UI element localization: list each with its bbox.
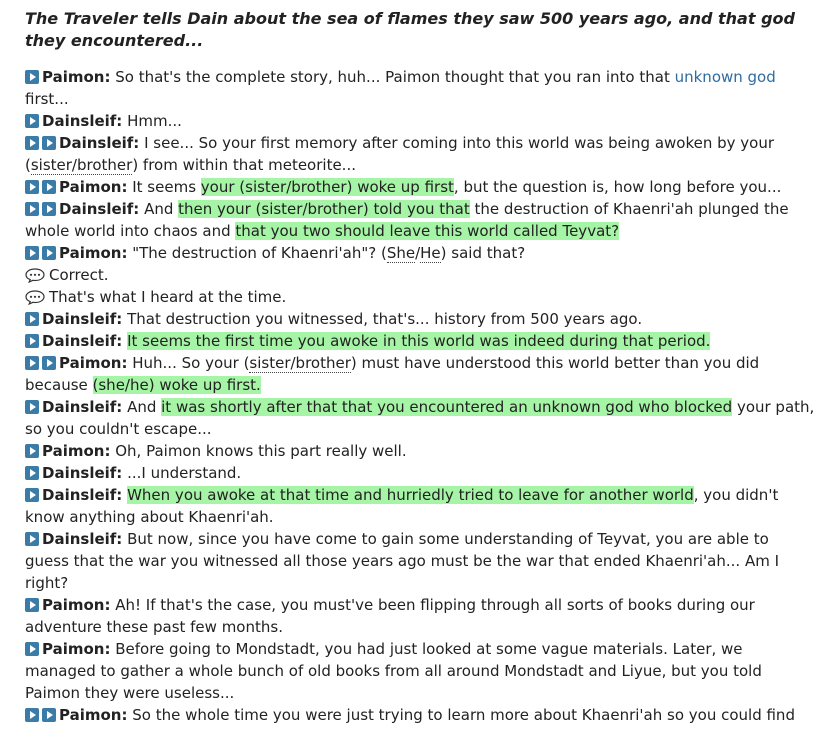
play-audio-icon[interactable] (25, 114, 39, 128)
play-audio-icon[interactable] (42, 356, 56, 370)
speaker-name: Paimon: (59, 244, 128, 262)
speaker-name: Dainsleif: (42, 486, 123, 504)
speaker-name: Paimon: (42, 442, 111, 460)
dialogue-line: Dainsleif: When you awoke at that time and hurriedly tried to leave for another world, you didn't know anything about Khaenri'ah. (25, 486, 779, 526)
dialogue-choice[interactable] (25, 264, 815, 286)
dialogue-line: Dainsleif: I see... So your first memory after coming into this world was being awoken by your (sister/brother) from within that meteorite... (25, 134, 775, 174)
play-audio-icon[interactable] (25, 202, 39, 216)
speaker-name: Dainsleif: (42, 112, 123, 130)
play-audio-icon[interactable] (25, 400, 39, 414)
play-audio-icon[interactable] (25, 488, 39, 502)
gender-variant: He (420, 244, 441, 262)
speaker-name: Paimon: (59, 178, 128, 196)
dialogue-line: Paimon: Huh... So your (sister/brother) must have understood this world better than you did because (she/he) woke up first. (25, 354, 760, 394)
play-audio-icon[interactable] (42, 136, 56, 150)
play-audio-icon[interactable] (25, 180, 39, 194)
play-audio-icon[interactable] (25, 246, 39, 260)
scene-intro: The Traveler tells Dain about the sea of flames they saw 500 years ago, and that god they encountered... (25, 9, 795, 50)
dialogue-option-icon (25, 268, 45, 283)
play-audio-icon[interactable] (42, 180, 56, 194)
speaker-name: Paimon: (42, 68, 111, 86)
dialogue-line: Paimon: "The destruction of Khaenri'ah"? (She/He) said that? (25, 242, 815, 264)
highlight: then your (sister/brother) told you that (178, 200, 470, 218)
speaker-name: Dainsleif: (42, 332, 123, 350)
play-audio-icon[interactable] (25, 334, 39, 348)
play-audio-icon[interactable] (25, 466, 39, 480)
dialogue-option-icon (25, 290, 45, 305)
speaker-name: Dainsleif: (59, 200, 140, 218)
dialogue-choice[interactable] (25, 286, 815, 308)
dialogue-line: Dainsleif: And then your (sister/brother) told you that the destruction of Khaenri'ah plunged the whole world into chaos and that you two should leave this world called Teyvat? (25, 200, 789, 240)
dialogue-line: Paimon: Oh, Paimon knows this part really well. (25, 440, 815, 462)
dialogue-line: Dainsleif: That destruction you witnessed, that's... history from 500 years ago. (25, 308, 815, 330)
play-audio-icon[interactable] (25, 356, 39, 370)
choice-text: Correct. (49, 266, 109, 284)
speaker-name: Paimon: (59, 706, 128, 724)
dialogue-line: Paimon: So the whole time you were just trying to learn more about Khaenri'ah so you could find (25, 704, 815, 726)
speaker-name: Dainsleif: (59, 134, 140, 152)
play-audio-icon[interactable] (25, 312, 39, 326)
dialogue-line: Dainsleif: ...I understand. (25, 462, 815, 484)
speaker-name: Paimon: (42, 596, 111, 614)
play-audio-icon[interactable] (25, 444, 39, 458)
gender-variant: sister/brother (249, 354, 351, 372)
dialogue-line: Dainsleif: Hmm... (25, 110, 815, 132)
highlight: it was shortly after that that you encountered an unknown god who blocked (161, 398, 733, 416)
speaker-name: Dainsleif: (42, 530, 123, 548)
dialogue-line: Paimon: It seems your (sister/brother) woke up first, but the question is, how long before you... (25, 176, 815, 198)
highlight: your (sister/brother) woke up first (200, 178, 454, 196)
speaker-name: Dainsleif: (42, 464, 123, 482)
play-audio-icon[interactable] (25, 70, 39, 84)
play-audio-icon[interactable] (25, 598, 39, 612)
dialogue-line: Dainsleif: But now, since you have come to gain some understanding of Teyvat, you are able to guess that the war you witnessed all those years ago must be the war that ended Khaenri'ah... Am I right? (25, 530, 780, 592)
speaker-name: Dainsleif: (42, 310, 123, 328)
highlight: When you awoke at that time and hurriedly tried to leave for another world (127, 486, 694, 504)
highlight: It seems the first time you awoke in this world was indeed during that period. (127, 332, 711, 350)
highlight: (she/he) woke up first. (92, 376, 261, 394)
dialogue-line: Paimon: Ah! If that's the case, you must've been flipping through all sorts of books during our adventure these past few months. (25, 596, 755, 636)
wiki-link[interactable]: unknown god (674, 68, 776, 86)
speaker-name: Dainsleif: (42, 398, 123, 416)
choice-text: That's what I heard at the time. (49, 288, 287, 306)
dialogue-line (25, 330, 815, 352)
dialogue-line: Dainsleif: And it was shortly after that that you encountered an unknown god who blocked your path, so you couldn't escape... (25, 398, 815, 438)
play-audio-icon[interactable] (42, 202, 56, 216)
speaker-name: Paimon: (42, 640, 111, 658)
speaker-name: Paimon: (59, 354, 128, 372)
dialogue-line: Paimon: So that's the complete story, huh... Paimon thought that you ran into that unknown god first... (25, 68, 776, 108)
gender-variant: She (386, 244, 416, 262)
play-audio-icon[interactable] (25, 532, 39, 546)
play-audio-icon[interactable] (25, 708, 39, 722)
play-audio-icon[interactable] (25, 136, 39, 150)
dialogue-line: Paimon: Before going to Mondstadt, you had just looked at some vague materials. Later, we managed to gather a whole bunch of old books from all around Mondstadt and Liyue, but you told Paimon they were useless... (25, 640, 762, 702)
play-audio-icon[interactable] (42, 246, 56, 260)
gender-variant: sister/brother (30, 156, 133, 174)
play-audio-icon[interactable] (42, 708, 56, 722)
highlight: that you two should leave this world called Teyvat? (235, 222, 620, 240)
play-audio-icon[interactable] (25, 642, 39, 656)
